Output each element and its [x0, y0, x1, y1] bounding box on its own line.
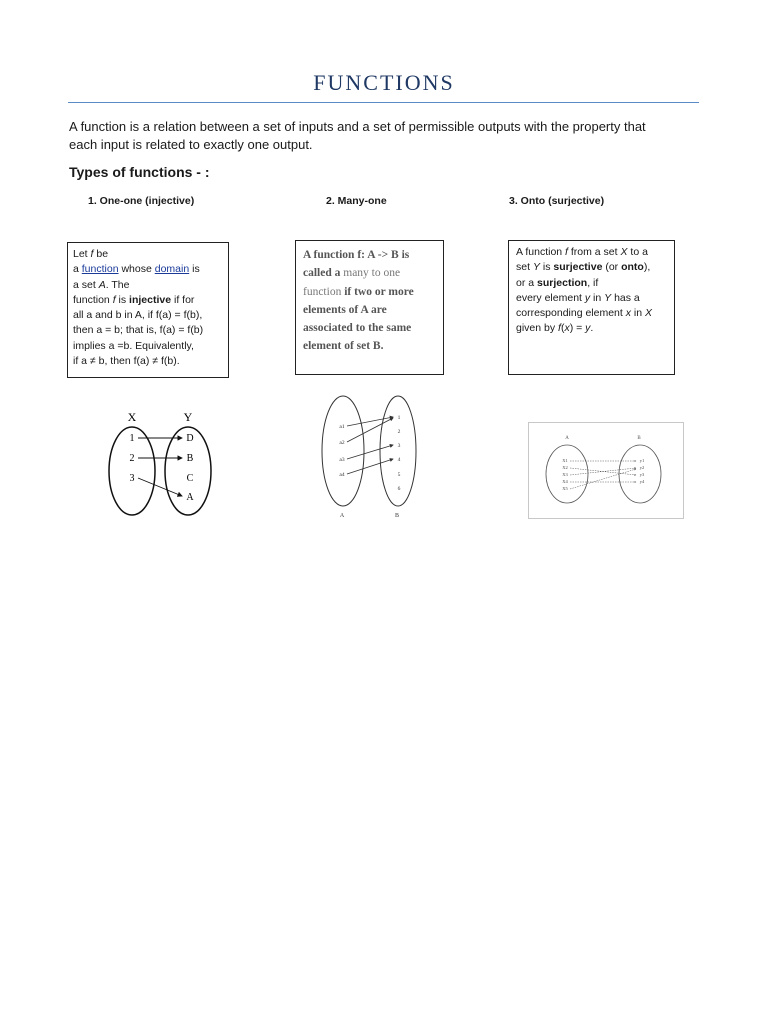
function-link[interactable]: function	[81, 263, 119, 276]
codomain-element: A	[186, 492, 194, 503]
set-a-label: A	[339, 513, 345, 519]
def-line: Let f be	[73, 248, 109, 260]
set-a-ellipse	[322, 396, 364, 506]
element-b: 3	[397, 443, 401, 449]
def-line: function if two or more	[303, 285, 414, 298]
element-y: y3	[639, 472, 645, 477]
def-line: a function whose domain is	[73, 263, 200, 276]
def-line: a set A. The	[73, 278, 130, 291]
set-a-label: A	[565, 436, 569, 441]
mapping-arrow	[347, 445, 393, 459]
element-y: y1	[639, 458, 645, 463]
element-a1: a1	[339, 424, 345, 430]
element-a2: a2	[339, 440, 345, 446]
many-one-definition-box	[295, 240, 444, 375]
def-line: A function f from a set X to a	[516, 246, 648, 258]
element-x: X5	[562, 486, 568, 491]
def-line: A function f: A -> B is	[303, 249, 410, 261]
def-line: if a ≠ b, then f(a) ≠ f(b).	[73, 355, 180, 368]
def-line: called a many to one	[303, 267, 401, 280]
element-b: 2	[397, 429, 401, 435]
domain-element: 3	[129, 473, 135, 484]
element-x: X4	[562, 479, 568, 484]
def-line: or a surjection, if	[516, 276, 599, 289]
def-line: associated to the same	[303, 322, 412, 335]
domain-element: 1	[129, 433, 135, 444]
element-a3: a3	[339, 457, 345, 463]
def-line: set Y is surjective (or onto),	[516, 261, 651, 274]
figure-frame	[529, 423, 684, 519]
intro-line-2: each input is related to exactly one output.	[69, 137, 313, 152]
types-heading: Types of functions - :	[69, 164, 210, 180]
element-y: y2	[639, 465, 645, 470]
intro-paragraph	[69, 118, 709, 154]
def-line: given by f(x) = y.	[516, 322, 594, 335]
domain-link[interactable]: domain	[154, 263, 190, 276]
def-line: then a = b; that is, f(a) = f(b)	[73, 324, 204, 337]
set-b-label: B	[394, 513, 400, 519]
title-divider	[68, 102, 699, 103]
header-onto: 3. Onto (surjective)	[509, 195, 605, 207]
many-one-mapping-diagram	[315, 393, 420, 523]
element-x: X2	[562, 465, 568, 470]
def-line: all a and b in A, if f(a) = f(b),	[73, 309, 203, 322]
injective-definition-box	[67, 242, 229, 378]
mapping-arrow	[347, 459, 393, 474]
element-b: 5	[397, 472, 401, 478]
page-title: FUNCTIONS	[313, 70, 455, 95]
def-line: every element y in Y has a	[516, 291, 640, 304]
element-x: X1	[562, 458, 568, 463]
def-line: corresponding element x in X	[516, 307, 653, 320]
codomain-element: D	[186, 433, 194, 444]
element-y: y4	[639, 479, 645, 484]
surjective-mapping-diagram	[528, 422, 684, 519]
set-x-label: X	[127, 410, 137, 424]
header-many-one: 2. Many-one	[326, 195, 387, 207]
domain-element: 2	[129, 453, 135, 464]
set-y-label: Y	[183, 410, 193, 424]
intro-line-1: A function is a relation between a set of inputs and a set of permissible outputs with the property that	[69, 119, 646, 134]
element-b: 4	[397, 457, 401, 463]
def-line: elements of A are	[303, 303, 387, 316]
element-b: 6	[397, 486, 401, 492]
def-line: implies a =b. Equivalently,	[73, 339, 194, 352]
injective-mapping-diagram	[100, 405, 230, 520]
set-b-label: B	[637, 436, 641, 441]
codomain-element: B	[186, 453, 194, 464]
def-line: element of set B.	[303, 340, 384, 353]
element-x: X3	[562, 472, 568, 477]
element-a4: a4	[339, 472, 345, 478]
surjective-definition-box	[508, 240, 675, 375]
element-b: 1	[397, 415, 401, 421]
mapping-arrow	[138, 478, 182, 496]
def-line: function f is injective if for	[73, 293, 195, 306]
header-one-one: 1. One-one (injective)	[88, 195, 195, 207]
codomain-element: C	[186, 473, 194, 484]
